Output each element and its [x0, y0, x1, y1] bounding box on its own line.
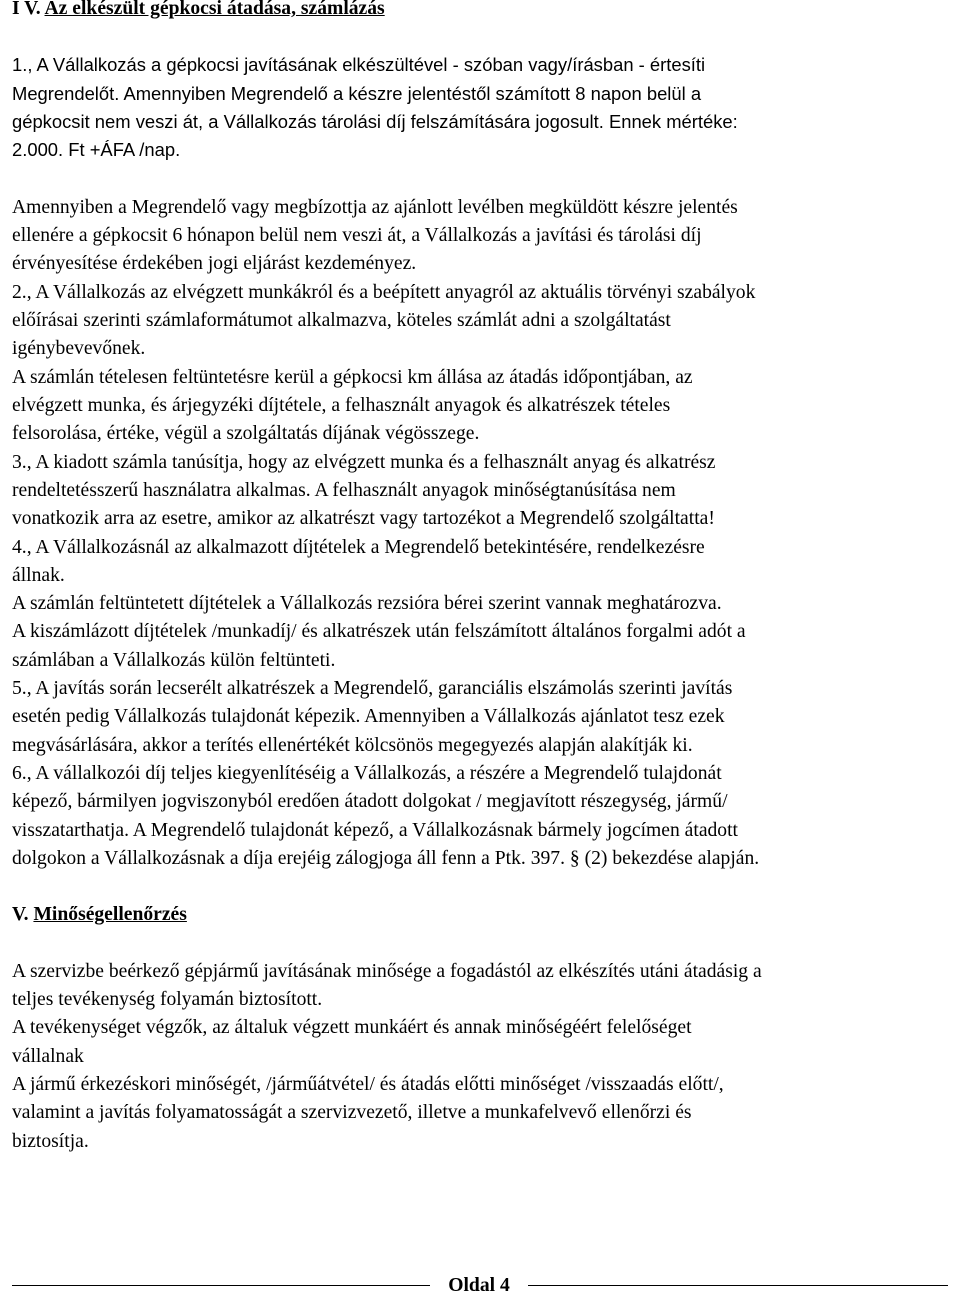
paragraph-line: előírásai szerinti számlaformátumot alkalmazva, köteles számlát adni a szolgáltatást	[12, 310, 671, 331]
paragraph-line: Amennyiben a Megrendelő vagy megbízottja az ajánlott levélben megküldött készre jelentés	[12, 197, 738, 218]
paragraph-line: 3., A kiadott számla tanúsítja, hogy az elvégzett munka és a felhasznált anyag és alkatrész	[12, 452, 716, 473]
paragraph-line: 1., A Vállalkozás a gépkocsi javításának elkészültével - szóban vagy/írásban - értesíti	[12, 54, 706, 75]
paragraph-line: 5., A javítás során lecserélt alkatrészek a Megrendelő, garanciális elszámolás szerinti javítás	[12, 678, 733, 699]
paragraph-line: A számlán tételesen feltüntetésre kerül a gépkocsi km állása az átadás időpontjában, az	[12, 367, 693, 388]
paragraph-line: felsorolása, értéke, végül a szolgáltatás díjának végösszege.	[12, 423, 480, 444]
section-5-heading	[12, 903, 187, 927]
footer-rule-right	[528, 1285, 948, 1286]
paragraph-line: valamint a javítás folyamatosságát a szervizvezető, illetve a munkafelvevő ellenőrzi és	[12, 1102, 692, 1123]
paragraph-line: A kiszámlázott díjtételek /munkadíj/ és alkatrészek után felszámított általános forgalmi adót a	[12, 621, 746, 642]
paragraph-line: A szervizbe beérkező gépjármű javításának minősége a fogadástól az elkészítés utáni átadásig a	[12, 961, 762, 982]
paragraph-line: megvásárlására, akkor a terítés ellenértékét kölcsönös megegyezés alapján alakítják ki.	[12, 735, 693, 756]
section-4-title: Az elkészült gépkocsi átadása, számlázás	[44, 0, 385, 19]
section-5-title: Minőségellenőrzés	[33, 904, 187, 925]
paragraph-line: biztosítja.	[12, 1131, 89, 1152]
paragraph-line: vállalnak	[12, 1046, 84, 1067]
footer-rule-left	[12, 1285, 430, 1286]
paragraph-line: állnak.	[12, 565, 65, 586]
paragraph-line: 6., A vállalkozói díj teljes kiegyenlítéséig a Vállalkozás, a részére a Megrendelő tulajdonát	[12, 763, 722, 784]
section-4-heading	[12, 0, 385, 21]
paragraph-line: elvégzett munka, és árjegyzéki díjtétele, a felhasznált anyagok és alkatrészek tételes	[12, 395, 671, 416]
paragraph-line: érvényesítése érdekében jogi eljárást kezdeményez.	[12, 253, 417, 274]
paragraph-line: igénybevevőnek.	[12, 338, 146, 359]
paragraph-line: rendeltetésszerű használatra alkalmas. A felhasznált anyagok minőségtanúsítása nem	[12, 480, 676, 501]
paragraph-line: ellenére a gépkocsit 6 hónapon belül nem veszi át, a Vállalkozás a javítási és tárolási díj	[12, 225, 702, 246]
paragraph-line: 4., A Vállalkozásnál az alkalmazott díjtételek a Megrendelő betekintésére, rendelkezésre	[12, 537, 705, 558]
paragraph-line: számlában a Vállalkozás külön feltünteti.	[12, 650, 336, 671]
section-5-number: V.	[12, 904, 29, 925]
page-number: Oldal 4	[448, 1275, 510, 1296]
paragraph-line: teljes tevékenység folyamán biztosított.	[12, 989, 323, 1010]
paragraph-line: Megrendelőt. Amennyiben Megrendelő a készre jelentéstől számított 8 napon belül a	[12, 83, 702, 104]
paragraph-line: esetén pedig Vállalkozás tulajdonát képezik. Amennyiben a Vállalkozás ajánlatot tesz ezek	[12, 706, 725, 727]
paragraph-line: visszatarthatja. A Megrendelő tulajdonát képező, a Vállalkozásnak bármely jogcímen átadott	[12, 820, 738, 841]
paragraph-line: 2., A Vállalkozás az elvégzett munkákról és a beépített anyagról az aktuális törvényi szabályok	[12, 282, 756, 303]
paragraph-line: 2.000. Ft +ÁFA /nap.	[12, 139, 181, 160]
paragraph-line: vonatkozik arra az esetre, amikor az alkatrészt vagy tartozékot a Megrendelő szolgáltatta!	[12, 508, 715, 529]
paragraph-line: A jármű érkezéskori minőségét, /járműátvétel/ és átadás előtti minőséget /visszaadás előtt/,	[12, 1074, 724, 1095]
paragraph-line: képező, bármilyen jogviszonyból eredően átadott dolgokat / megjavított részegység, jármű/	[12, 791, 728, 812]
paragraph-line: dolgokon a Vállalkozásnak a díja erejéig zálogjoga áll fenn a Ptk. 397. § (2) bekezdése alapján.	[12, 848, 760, 869]
paragraph-line: gépkocsit nem veszi át, a Vállalkozás tárolási díj felszámítására jogosult. Ennek mértéke:	[12, 111, 738, 132]
paragraph-line: A számlán feltüntetett díjtételek a Vállalkozás rezsióra bérei szerint vannak meghatározva.	[12, 593, 722, 614]
section-4-number: I V.	[12, 0, 41, 19]
paragraph-line: A tevékenységet végzők, az általuk végzett munkáért és annak minőségéért felelőséget	[12, 1017, 692, 1038]
